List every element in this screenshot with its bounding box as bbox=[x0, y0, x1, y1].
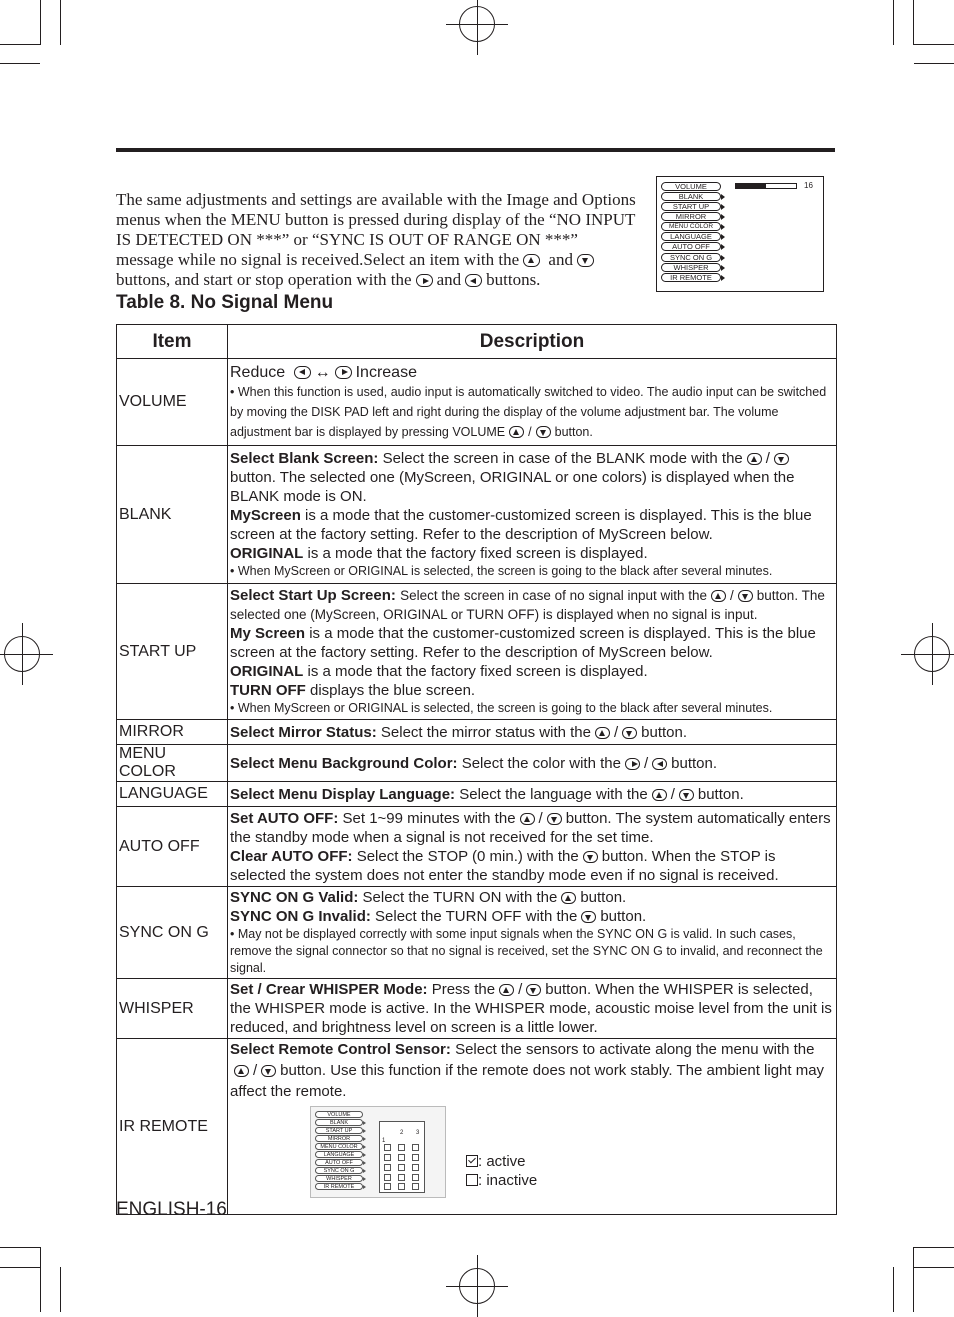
table-row bbox=[117, 446, 837, 584]
down-arrow-icon bbox=[261, 1065, 276, 1077]
sensor-checkbox bbox=[398, 1144, 405, 1151]
table-header-row bbox=[117, 325, 837, 359]
sensor-number: 1 bbox=[382, 1138, 386, 1144]
table-row bbox=[117, 807, 837, 887]
item-sync-on-g: SYNC ON G bbox=[117, 887, 228, 979]
legend-inactive: : inactive bbox=[478, 1172, 538, 1189]
menu-item-volume: VOLUME bbox=[315, 1111, 363, 1118]
down-arrow-icon bbox=[774, 453, 789, 465]
crop-mark bbox=[914, 1247, 954, 1248]
crop-mark bbox=[913, 0, 914, 45]
sensor-checkbox bbox=[412, 1174, 419, 1181]
down-arrow-icon bbox=[583, 851, 598, 863]
ir-remote-figure bbox=[230, 1102, 834, 1214]
sensor-checkbox bbox=[398, 1154, 405, 1161]
menu-item-mirror: MIRROR bbox=[661, 212, 721, 221]
down-arrow-icon bbox=[547, 813, 562, 825]
ir-remote-menu-image bbox=[310, 1106, 446, 1198]
checkbox-legend bbox=[466, 1152, 537, 1190]
item-whisper: WHISPER bbox=[117, 979, 228, 1039]
down-arrow-icon bbox=[526, 984, 541, 996]
right-arrow-icon bbox=[416, 274, 433, 287]
right-arrow-icon bbox=[335, 366, 352, 379]
up-arrow-icon bbox=[234, 1065, 249, 1077]
right-arrow-icon bbox=[625, 758, 640, 770]
sensor-checkbox bbox=[412, 1183, 419, 1190]
sensor-checkbox bbox=[384, 1183, 391, 1190]
registration-mark bbox=[4, 636, 40, 672]
table-row bbox=[117, 745, 837, 782]
table-row bbox=[117, 979, 837, 1039]
menu-item-blank: BLANK bbox=[315, 1119, 363, 1126]
menu-item-start-up: START UP bbox=[661, 202, 721, 211]
description-volume: Reduce ↔ Increase • When this function is used, audio input is automatically switched to video. The audio input can be switched by moving the DISK PAD left and right during the display of the volume adjustment bar. The volume adjustment bar is displayed by pressing VOLUME / button. bbox=[228, 359, 837, 446]
table-row bbox=[117, 1039, 837, 1215]
crop-mark bbox=[914, 1267, 954, 1268]
sensor-checkbox bbox=[398, 1183, 405, 1190]
description-language: Select Menu Display Language: Select the language with the / button. bbox=[228, 782, 837, 807]
registration-mark bbox=[459, 1268, 495, 1304]
table-row bbox=[117, 782, 837, 807]
menu-item-sync-on-g: SYNC ON G bbox=[661, 253, 721, 262]
table-row bbox=[117, 887, 837, 979]
item-auto-off: AUTO OFF bbox=[117, 807, 228, 887]
description-menu-color: Select Menu Background Color: Select the color with the / button. bbox=[228, 745, 837, 782]
intro-paragraph: The same adjustments and settings are available with the Image and Options menus when the MENU button is pressed during display of the “NO INPUT IS DETECTED ON ***” or “SYNC IS OUT OF RANGE ON ***” message while no signal is received.Select an item with the andbuttons, and start or stop operation with the and buttons. bbox=[116, 190, 636, 289]
up-arrow-icon bbox=[520, 813, 535, 825]
description-blank: Select Blank Screen: Select the screen in case of the BLANK mode with the /button. The selected one (MyScreen, ORIGINAL or one colors) is displayed when the BLANK mode is ON. MyScreen is a mode that the customer-customized screen is displayed. This is the blue screen at the factory setting. Refer to the description of MyScreen below. ORIGINAL is a mode that the factory fixed screen is displayed. • When MyScreen or ORIGINAL is selected, the screen is going to the black after several minutes. bbox=[228, 446, 837, 584]
menu-item-ir-remote: IR REMOTE bbox=[315, 1183, 363, 1190]
up-arrow-icon bbox=[747, 453, 762, 465]
volume-bar-fill bbox=[736, 184, 766, 188]
description-sync-on-g: SYNC ON G Valid: Select the TURN ON with the button. SYNC ON G Invalid: Select the TURN OFF with the button. • May not be displayed correctly with some input signals when the SYNC ON G is valid. In such cases, remove the signal connector so that no signal is received, set the SYNC ON G to invalid, and reconnect the signal. bbox=[228, 887, 837, 979]
crop-mark bbox=[0, 1267, 40, 1268]
up-arrow-icon bbox=[595, 727, 610, 739]
down-arrow-icon bbox=[577, 254, 594, 267]
sensor-checkbox bbox=[384, 1144, 391, 1151]
item-volume: VOLUME bbox=[117, 359, 228, 446]
menu-item-whisper: WHISPER bbox=[661, 263, 721, 272]
description-whisper: Set / Crear WHISPER Mode: Press the / button. When the WHISPER is selected, the WHISPER mode is active. In the WHISPER mode, acoustic moise level from the unit is reduced, and brightness level on screen is a little lower. bbox=[228, 979, 837, 1039]
menu-item-start-up: START UP bbox=[315, 1127, 363, 1134]
menu-item-language: LANGUAGE bbox=[661, 232, 721, 241]
unchecked-checkbox-icon bbox=[466, 1174, 478, 1186]
table-title: Table 8. No Signal Menu bbox=[116, 292, 334, 313]
page-number: ENGLISH-16 bbox=[116, 1199, 227, 1220]
crop-mark bbox=[0, 44, 40, 45]
up-arrow-icon bbox=[499, 984, 514, 996]
header-description: Description bbox=[228, 325, 837, 359]
crop-mark bbox=[913, 1247, 914, 1312]
legend-active: : active bbox=[478, 1153, 526, 1170]
crop-mark bbox=[893, 0, 894, 45]
menu-item-volume: VOLUME bbox=[661, 182, 721, 191]
crop-mark bbox=[914, 63, 954, 64]
menu-item-whisper: WHISPER bbox=[315, 1175, 363, 1182]
menu-item-mirror: MIRROR bbox=[315, 1135, 363, 1142]
up-arrow-icon bbox=[652, 789, 667, 801]
menu-item-menu-color: MENU COLOR bbox=[661, 222, 721, 231]
table-row bbox=[117, 584, 837, 720]
item-ir-remote: IR REMOTE bbox=[117, 1039, 228, 1215]
sensor-checkbox bbox=[412, 1164, 419, 1171]
sensor-checkbox bbox=[384, 1174, 391, 1181]
item-start-up: START UP bbox=[117, 584, 228, 720]
left-arrow-icon bbox=[294, 366, 311, 379]
sensor-checkbox bbox=[398, 1164, 405, 1171]
crop-mark bbox=[0, 63, 40, 64]
item-menu-color: MENU COLOR bbox=[117, 745, 228, 782]
sensor-number: 3 bbox=[416, 1130, 420, 1136]
crop-mark bbox=[40, 1247, 41, 1312]
menu-item-menu-color: MENU COLOR bbox=[315, 1143, 363, 1150]
crop-mark bbox=[40, 0, 41, 45]
item-language: LANGUAGE bbox=[117, 782, 228, 807]
no-signal-menu-figure bbox=[656, 176, 824, 292]
volume-bar bbox=[735, 183, 797, 189]
sensor-grid bbox=[379, 1121, 425, 1193]
volume-up-icon bbox=[509, 426, 524, 438]
description-ir-remote: Select Remote Control Sensor: Select the sensors to activate along the menu with the/ button. Use this function if the remote does not work stably. The ambient light may affect the remote. VOLUME BLANK START UP MIRROR MENU COLOR LANGUAGE AUTO OFF SYNC ON G WHISPER IR REMOTE 1 2 3 : active : inactive bbox=[228, 1039, 837, 1215]
item-mirror: MIRROR bbox=[117, 720, 228, 745]
sensor-number: 2 bbox=[400, 1130, 404, 1136]
sensor-checkbox bbox=[384, 1154, 391, 1161]
menu-item-auto-off: AUTO OFF bbox=[315, 1159, 363, 1166]
menu-item-ir-remote: IR REMOTE bbox=[661, 273, 721, 282]
sensor-checkbox bbox=[398, 1174, 405, 1181]
left-arrow-icon bbox=[465, 274, 482, 287]
volume-value: 16 bbox=[804, 181, 813, 190]
crop-mark bbox=[0, 1247, 40, 1248]
up-arrow-icon bbox=[711, 590, 726, 602]
sensor-checkbox bbox=[384, 1164, 391, 1171]
up-arrow-icon bbox=[561, 892, 576, 904]
crop-mark bbox=[60, 0, 61, 45]
description-mirror: Select Mirror Status: Select the mirror status with the / button. bbox=[228, 720, 837, 745]
checked-checkbox-icon bbox=[466, 1155, 478, 1167]
registration-mark bbox=[459, 6, 495, 42]
no-signal-menu-table bbox=[116, 324, 837, 1215]
item-blank: BLANK bbox=[117, 446, 228, 584]
header-item: Item bbox=[117, 325, 228, 359]
up-arrow-icon bbox=[523, 254, 540, 267]
sensor-checkbox bbox=[412, 1154, 419, 1161]
down-arrow-icon bbox=[738, 590, 753, 602]
menu-item-language: LANGUAGE bbox=[315, 1151, 363, 1158]
table-row bbox=[117, 720, 837, 745]
down-arrow-icon bbox=[581, 911, 596, 923]
description-auto-off: Set AUTO OFF: Set 1~99 minutes with the / button. The system automatically enters the standby mode when a signal is not received for the set time. Clear AUTO OFF: Select the STOP (0 min.) with the button. When the STOP is selected the system does not enter the standby mode even if no signal is received. bbox=[228, 807, 837, 887]
sensor-checkbox bbox=[412, 1144, 419, 1151]
crop-mark bbox=[893, 1267, 894, 1312]
registration-mark bbox=[914, 636, 950, 672]
menu-item-blank: BLANK bbox=[661, 192, 721, 201]
menu-item-sync-on-g: SYNC ON G bbox=[315, 1167, 363, 1174]
crop-mark bbox=[914, 44, 954, 45]
left-arrow-icon bbox=[652, 758, 667, 770]
menu-item-auto-off: AUTO OFF bbox=[661, 242, 721, 251]
table-row bbox=[117, 359, 837, 446]
description-start-up: Select Start Up Screen: Select the screen in case of no signal input with the / button. The selected one (MyScreen, ORIGINAL or TURN OFF) is displayed when no signal is input. My Screen is a mode that the customer-customized screen is displayed. This is the blue screen at the factory setting. Refer to the description of MyScreen below. ORIGINAL is a mode that the factory fixed screen is displayed. TURN OFF displays the blue screen. • When MyScreen or ORIGINAL is selected, the screen is going to the black after several minutes. bbox=[228, 584, 837, 720]
down-arrow-icon bbox=[679, 789, 694, 801]
down-arrow-icon bbox=[622, 727, 637, 739]
crop-mark bbox=[60, 1267, 61, 1312]
top-rule bbox=[116, 148, 835, 152]
volume-down-icon bbox=[536, 426, 551, 438]
